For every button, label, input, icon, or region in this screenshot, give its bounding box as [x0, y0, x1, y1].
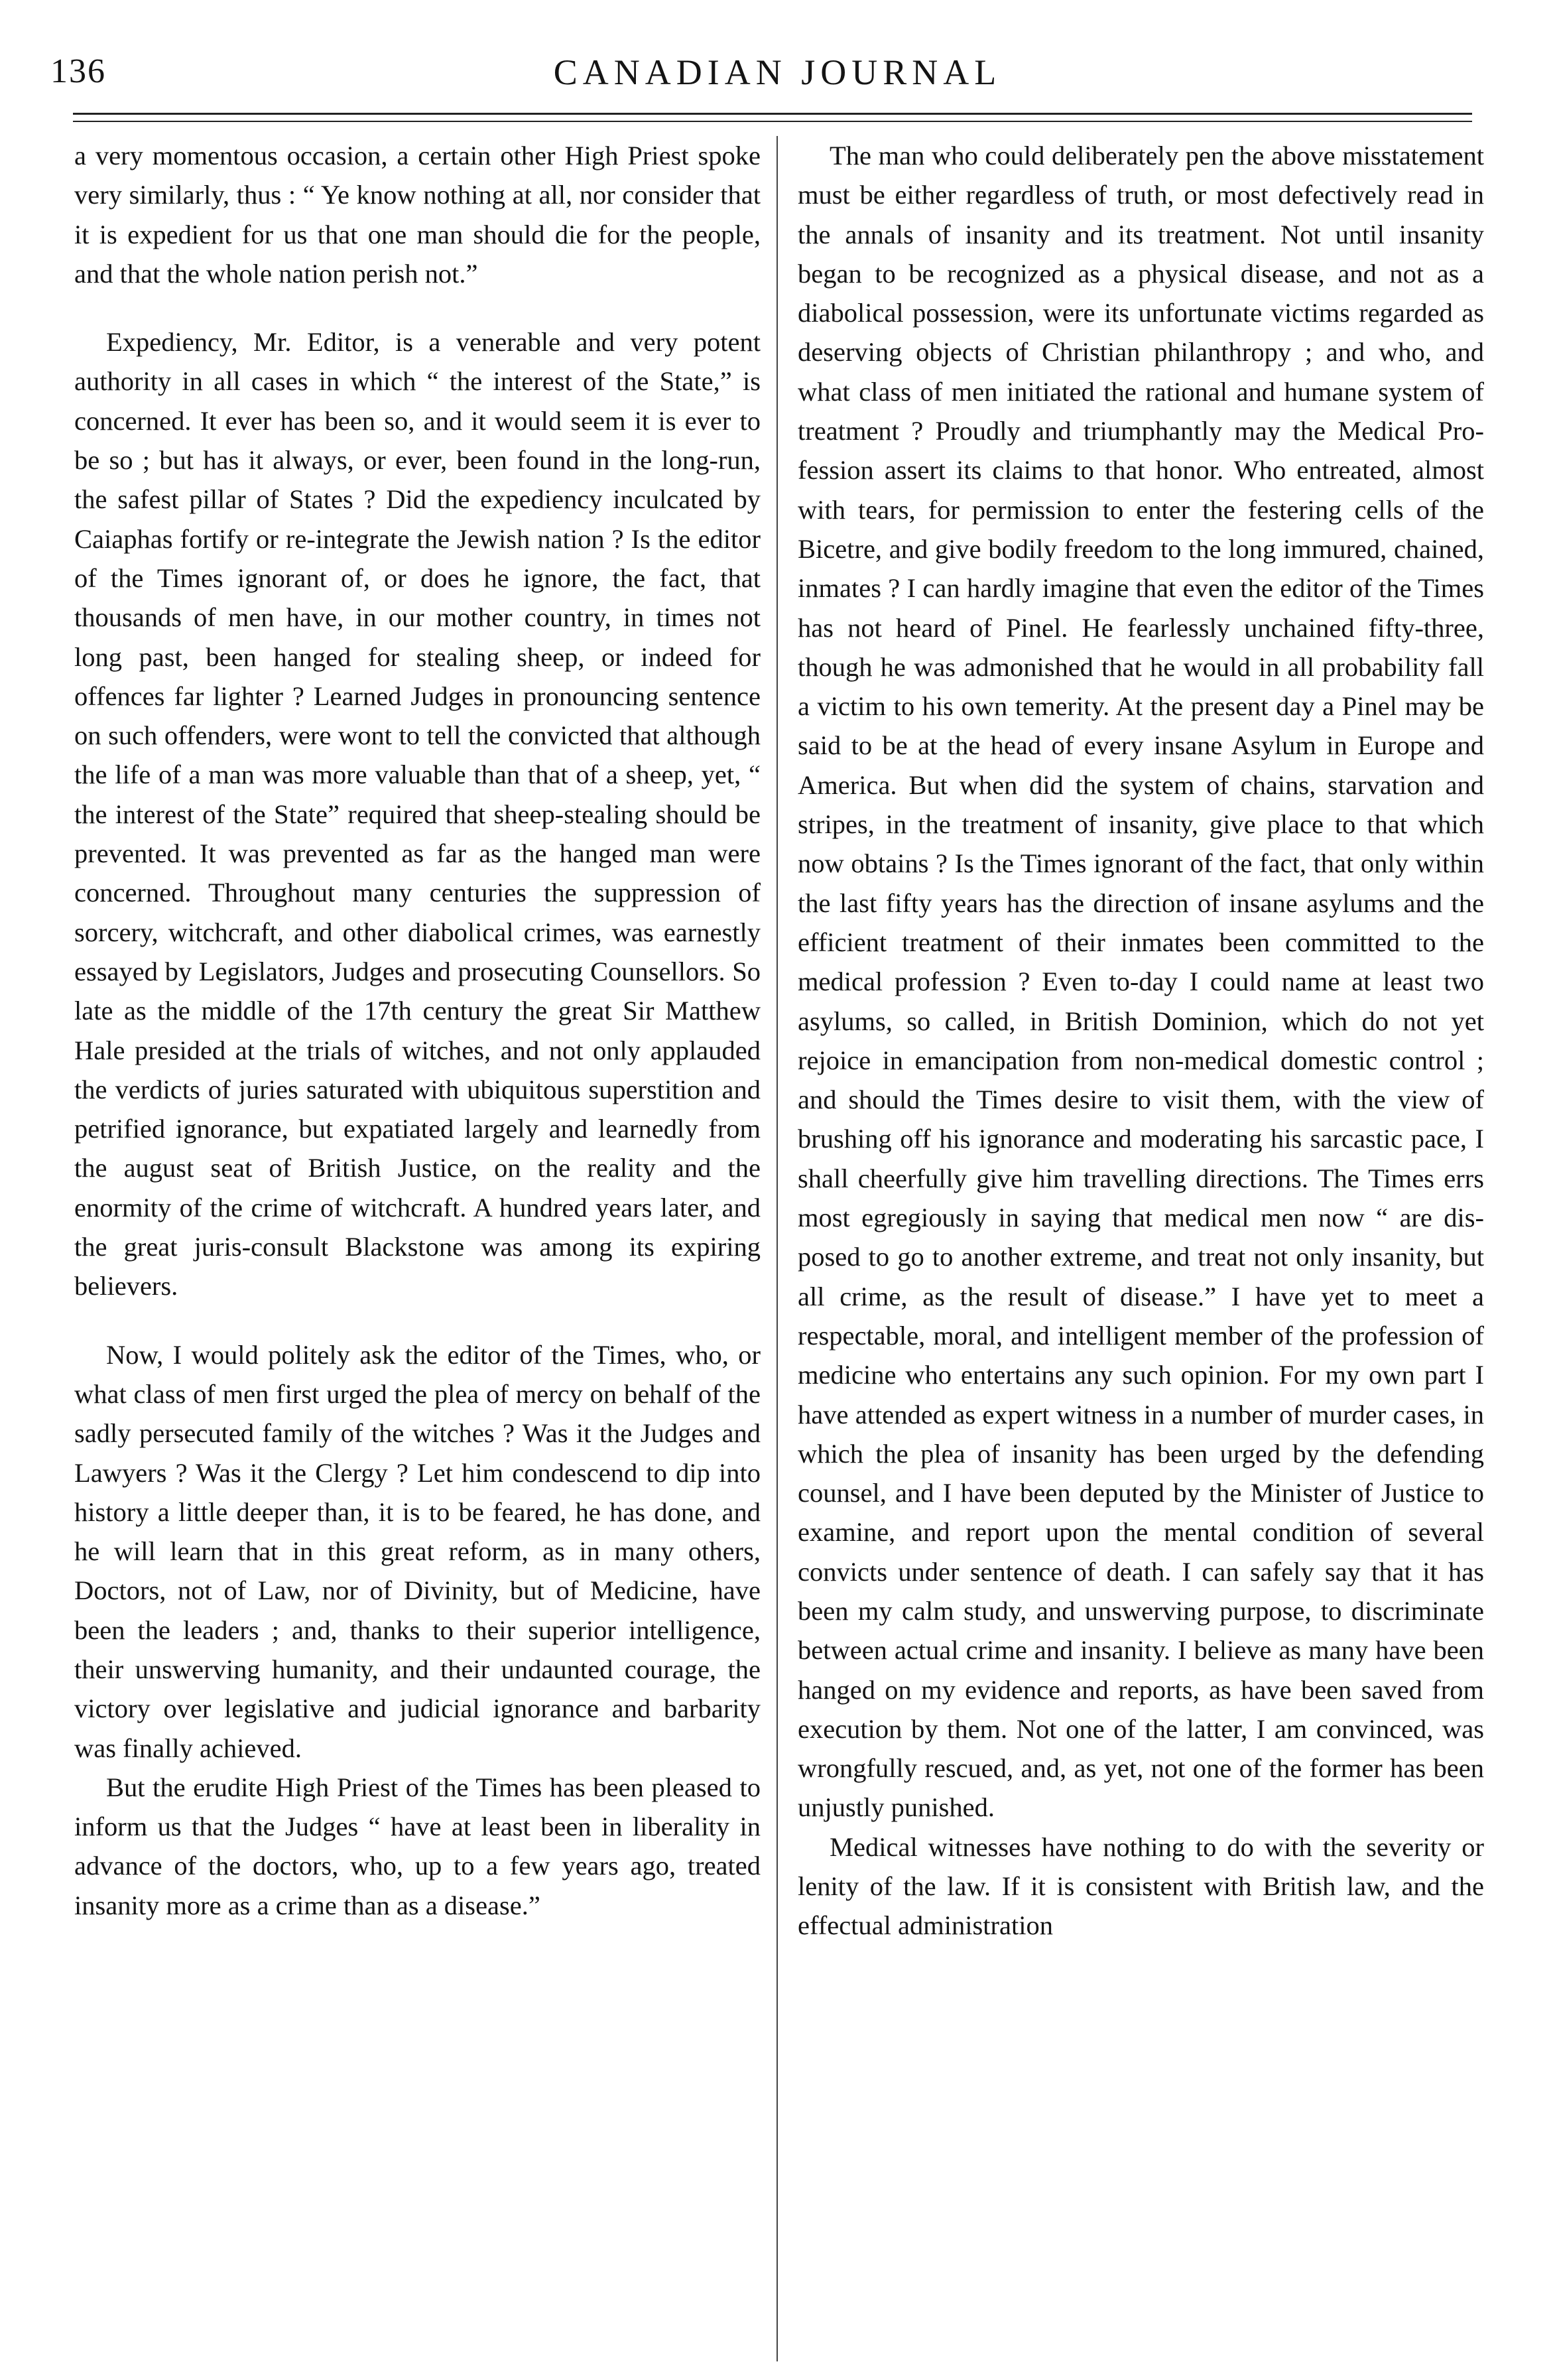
page-header — [0, 52, 1555, 105]
header-rule — [73, 113, 1472, 115]
right-column — [798, 136, 1484, 1946]
left-column — [74, 136, 761, 1925]
page-number: 136 — [50, 52, 106, 90]
paragraph: Medical witnesses have nothing to do with the severity or lenity of the law. If it is consistent with British law, and the effectual administration — [798, 1831, 1484, 1941]
paragraph: Now, I would politely ask the editor of the Times, who, or what class of men first urged the plea of mercy on behalf of the sadly persecuted family of the witches ? Was it the Judges and Lawyers ? Was it the Clergy ? Let him condescend to dip into history a little deeper than, it is to be feared, he has done, and he will learn that in this great reform, as in many others, Doctors, not of Law, nor of Divinity, but of Medicine, have been the leaders ; and, thanks to their superior intelligence, their unswerving humanity, and their undaunted courage, the victory over legislative and judicial ignorance and barbarity was finally achieved. — [74, 1339, 761, 1763]
column-divider — [777, 136, 778, 2361]
paragraph: The man who could deliberately pen the above misstatement must be either regardless of truth, or most defectively read in the annals of insanity and its treatment. Not until insanity began to be recognized as a physical disease, and not as a diabolical possession, were its unfortunate victims regarded as deserving objects of Christian philanthropy ; and who, and what class of men initiated the rational and humane system of treatment ? Proudly and triumphantly may the Medical Profession assert its claims to that honor. Who entreated, almost with tears, for permission to enter the festering cells of the Bicetre, and give bodily freedom to the long immured, chained, inmates ? I can hardly imagine that even the editor of the Times has not heard of Pinel. He fearlessly unchained fifty-three, though he was admonished that he would in all probability fall a victim to his own temerity. At the present day a Pinel may be said to be at the head of every insane Asylum in Europe and America. But when did the system of chains, starvation and stripes, in the treatment of insanity, give place to that which now obtains ? Is the Times ignorant of the fact, that only within the last fifty years has the direction of insane asylums and the efficient treatment of their inmates been committed to the medical profession ? Even to-day I could name at least two asylums, so called, in British Dominion, which do not yet rejoice in emancipation from non-medical domestic control ; and should the Times desire to visit them, with the view of brushing off his ignorance and moderating his sarcastic pace, I shall cheerfully give him travelling directions. The Times errs most egregiously in saying that medical men now “ are disposed to go to another extreme, and treat not only insanity, but all crime, as the result of disease.” I have yet to meet a respectable, moral, and intelligent member of the profession of medicine who entertains any such opinion. For my own part I have attended as expert witness in a number of murder cases, in which the plea of insanity has been urged by the defending counsel, and I have been deputed by the Minister of Justice to examine, and report upon the mental condition of several convicts under sentence of death. I can safely say that it has been my calm study, and unswerving purpose, to discriminate between actual crime and insanity. I believe as many have been hanged on my evidence and reports, as have been saved from execution by them. Not one of the latter, I am convinced, was wrongfully rescued, and, as yet, not one of the former has been unjustly punished. — [798, 141, 1484, 1823]
header-rule-thin — [73, 121, 1472, 122]
running-title: CANADIAN JOURNAL — [553, 52, 1002, 92]
paragraph: Expediency, Mr. Editor, is a venerable and very potent authority in all cases in which “ the interest of the State,” is concerned. It ever has been so, and it would seem it is ever to be so ; but has it always, or ever, been found in the long-run, the safest pillar of States ? Did the expediency inculcated by Caiaphas fortify or re-integrate the Jewish nation ? Is the editor of the Times ignorant of, or does he ignore, the fact, that thousands of men have, in our mother country, in times not long past, been hanged for stealing sheep, or indeed for offences far lighter ? Learned Judges in pronouncing sentence on such offenders, were wont to tell the convicted that although the life of a man was more valuable than that of a sheep, yet, “ the interest of the State” required that sheep-stealing should be prevented. It was prevented as far as the hanged man were concerned. Throughout many centuries the suppression of sorcery, witchcraft, and other diabolical crimes, was earnestly essayed by Legislators, Judges and prosecuting Counsellors. So late as the middle of the 17th century the great Sir Matthew Hale presided at the trials of witches, and not only applauded the verdicts of juries saturated with ubiquitous superstition and petrified ignorance, but expatiated largely and learnedly from the august seat of British Justice, on the reality and the enormity of the crime of witchcraft. A hundred years later, and the great juris-consult Blackstone was among its expiring believers. — [74, 327, 761, 1301]
paragraph: a very momentous occasion, a certain other High Priest spoke very similarly, thus : “ Ye know nothing at all, nor consider that it is expedient for us that one man should die for the people, and that the whole nation perish not.” — [74, 141, 761, 289]
paragraph: But the erudite High Priest of the Times has been pleased to inform us that the Judges “ have at least been in liberality in advance of the doctors, who, up to a few years ago, treated insanity more as a crime than as a disease.” — [74, 1772, 761, 1920]
